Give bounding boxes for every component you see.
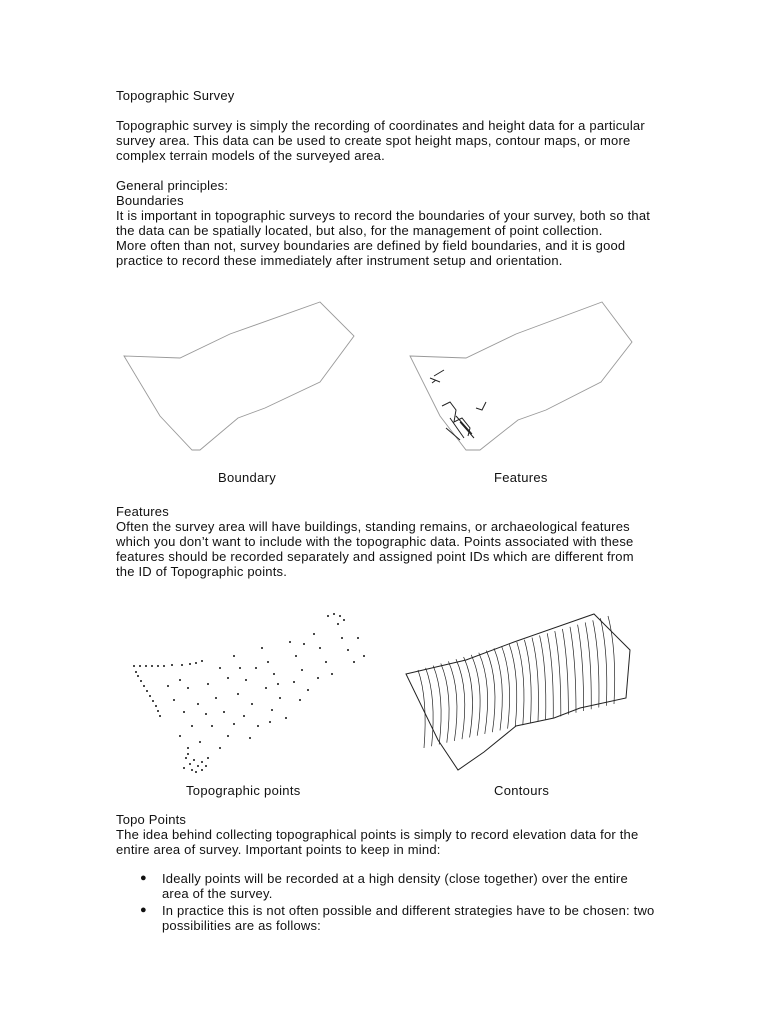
features-figure xyxy=(406,298,638,458)
topo-points-heading: Topo Points xyxy=(116,812,187,827)
features-boundary-outline xyxy=(410,302,632,450)
contour-line xyxy=(509,644,517,727)
contour-line xyxy=(418,670,425,748)
list-item: ● Ideally points will be recorded at a high density (close together) over the entire area of the survey. xyxy=(140,871,628,901)
contour-line xyxy=(494,648,502,730)
contour-line xyxy=(600,618,606,706)
boundary-caption: Boundary xyxy=(218,470,277,485)
contours-caption: Contours xyxy=(494,783,550,798)
general-principles-section xyxy=(116,178,656,268)
contour-line xyxy=(585,622,591,709)
topo-points-bullet-list xyxy=(116,871,656,933)
boundary-outline xyxy=(124,302,354,450)
topographic-points-figure xyxy=(128,608,378,778)
contour-line xyxy=(517,642,524,725)
topographic-points-caption: Topographic points xyxy=(186,783,301,798)
features-section xyxy=(116,504,656,579)
contour-line xyxy=(547,633,553,718)
contour-line xyxy=(532,638,538,722)
feature-lines xyxy=(430,370,486,440)
contour-line xyxy=(456,659,465,739)
boundaries-subheading: Boundaries xyxy=(116,193,184,208)
features-heading: Features xyxy=(116,504,169,519)
topo-points-paragraph: The idea behind collecting topographical points is simply to record elevation data for the entire area of survey. Important points to keep in mind: xyxy=(116,827,639,857)
contour-line xyxy=(441,664,449,743)
contour-line xyxy=(426,668,434,746)
topo-points-section xyxy=(116,812,656,935)
boundaries-paragraph-2: More often than not, survey boundaries are defined by field boundaries, and it is good practice to record these immediately after instrument setup and orientation. xyxy=(116,238,626,268)
contour-line xyxy=(570,627,576,713)
contour-line xyxy=(502,646,510,728)
contour-line xyxy=(524,640,531,724)
intro-paragraph: Topographic survey is simply the recording of coordinates and height data for a particular survey area. This data can be used to create spot height maps, contour maps, or more complex terrain models of the surveyed area. xyxy=(116,118,645,163)
contour-line xyxy=(540,635,546,719)
contour-line xyxy=(593,620,599,707)
contour-line xyxy=(578,625,584,711)
boundaries-paragraph-1: It is important in topographic surveys to record the boundaries of your survey, both so that the data can be spatially located, but also, for the management of point collection. xyxy=(116,208,651,238)
contours-figure xyxy=(404,608,636,778)
features-caption: Features xyxy=(494,470,548,485)
contour-line xyxy=(464,657,473,737)
contour-line xyxy=(555,631,561,716)
bullet-icon: ● xyxy=(140,904,147,916)
contour-lines xyxy=(418,616,615,748)
list-item: ● In practice this is not often possible and different strategies have to be chosen: two possibilities are as follows: xyxy=(140,903,655,933)
topo-point-markers xyxy=(133,613,365,773)
contour-line xyxy=(448,661,457,741)
page-title: Topographic Survey xyxy=(116,88,235,103)
features-paragraph: Often the survey area will have buildings, standing remains, or archaeological features which you don’t want to include with the topographic data. Points associated with these features should be recorded separately and assigned point IDs which are different from the ID of Topographic points. xyxy=(116,519,634,579)
bullet-icon: ● xyxy=(140,872,147,884)
boundary-figure xyxy=(120,298,360,458)
contour-line xyxy=(562,629,568,715)
general-principles-heading: General principles: xyxy=(116,178,229,193)
